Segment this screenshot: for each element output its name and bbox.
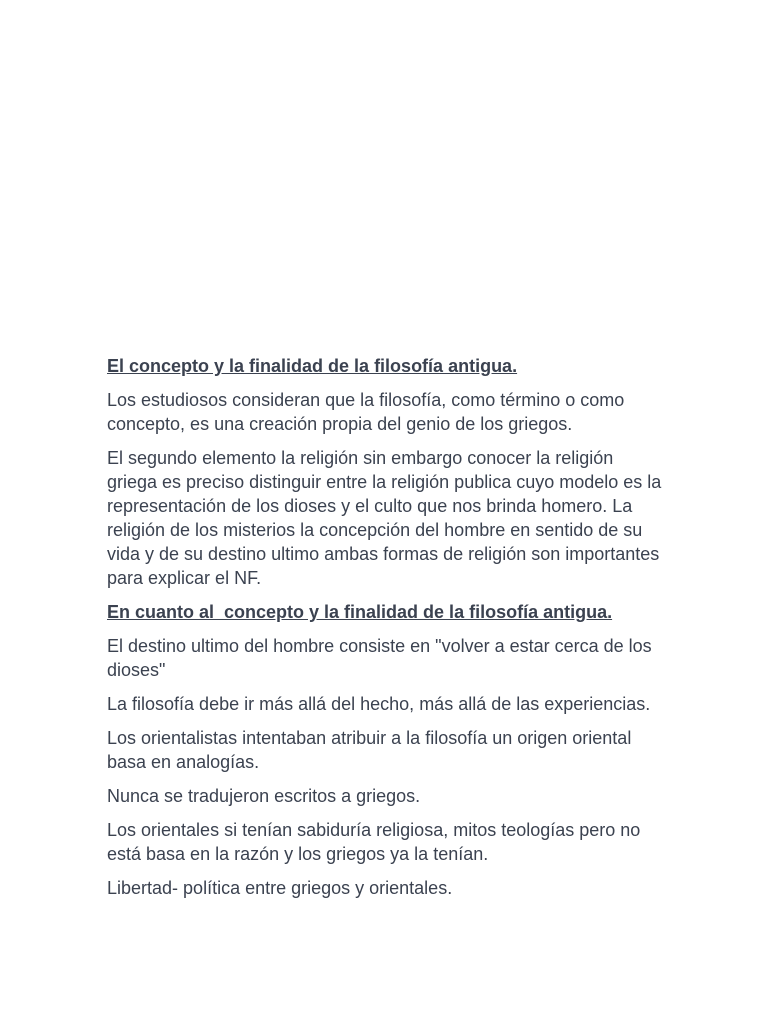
section-heading-en-cuanto: En cuanto al concepto y la finalidad de la filosofía antigua.: [107, 602, 613, 622]
section-heading-concept: El concepto y la finalidad de la filosofía antigua.: [107, 356, 518, 376]
paragraph-destino: El destino ultimo del hombre consiste en "volver a estar cerca de los dioses": [107, 636, 657, 680]
paragraph-estudiosos: Los estudiosos consideran que la filosofía, como término o como concepto, es una creación propia del genio de los griegos.: [107, 390, 630, 434]
paragraph-libertad: Libertad- política entre griegos y orientales.: [107, 878, 453, 898]
document-body: [107, 354, 667, 910]
paragraph-orientales: Los orientales si tenían sabiduría religiosa, mitos teologías pero no está basa en la razón y los griegos ya la tenían.: [107, 820, 646, 864]
paragraph-tradujeron: Nunca se tradujeron escritos a griegos.: [107, 786, 421, 806]
paragraph-filosofia-hecho: La filosofía debe ir más allá del hecho, más allá de las experiencias.: [107, 694, 651, 714]
paragraph-orientalistas: Los orientalistas intentaban atribuir a la filosofía un origen oriental basa en analogías.: [107, 728, 637, 772]
paragraph-religion: El segundo elemento la religión sin embargo conocer la religión griega es preciso distinguir entre la religión publica cuyo modelo es la representación de los dioses y el culto que nos brinda homero. La religión de los misterios la concepción del hombre en sentido de su vida y de su destino ultimo ambas formas de religión son importantes para explicar el NF.: [107, 448, 667, 588]
